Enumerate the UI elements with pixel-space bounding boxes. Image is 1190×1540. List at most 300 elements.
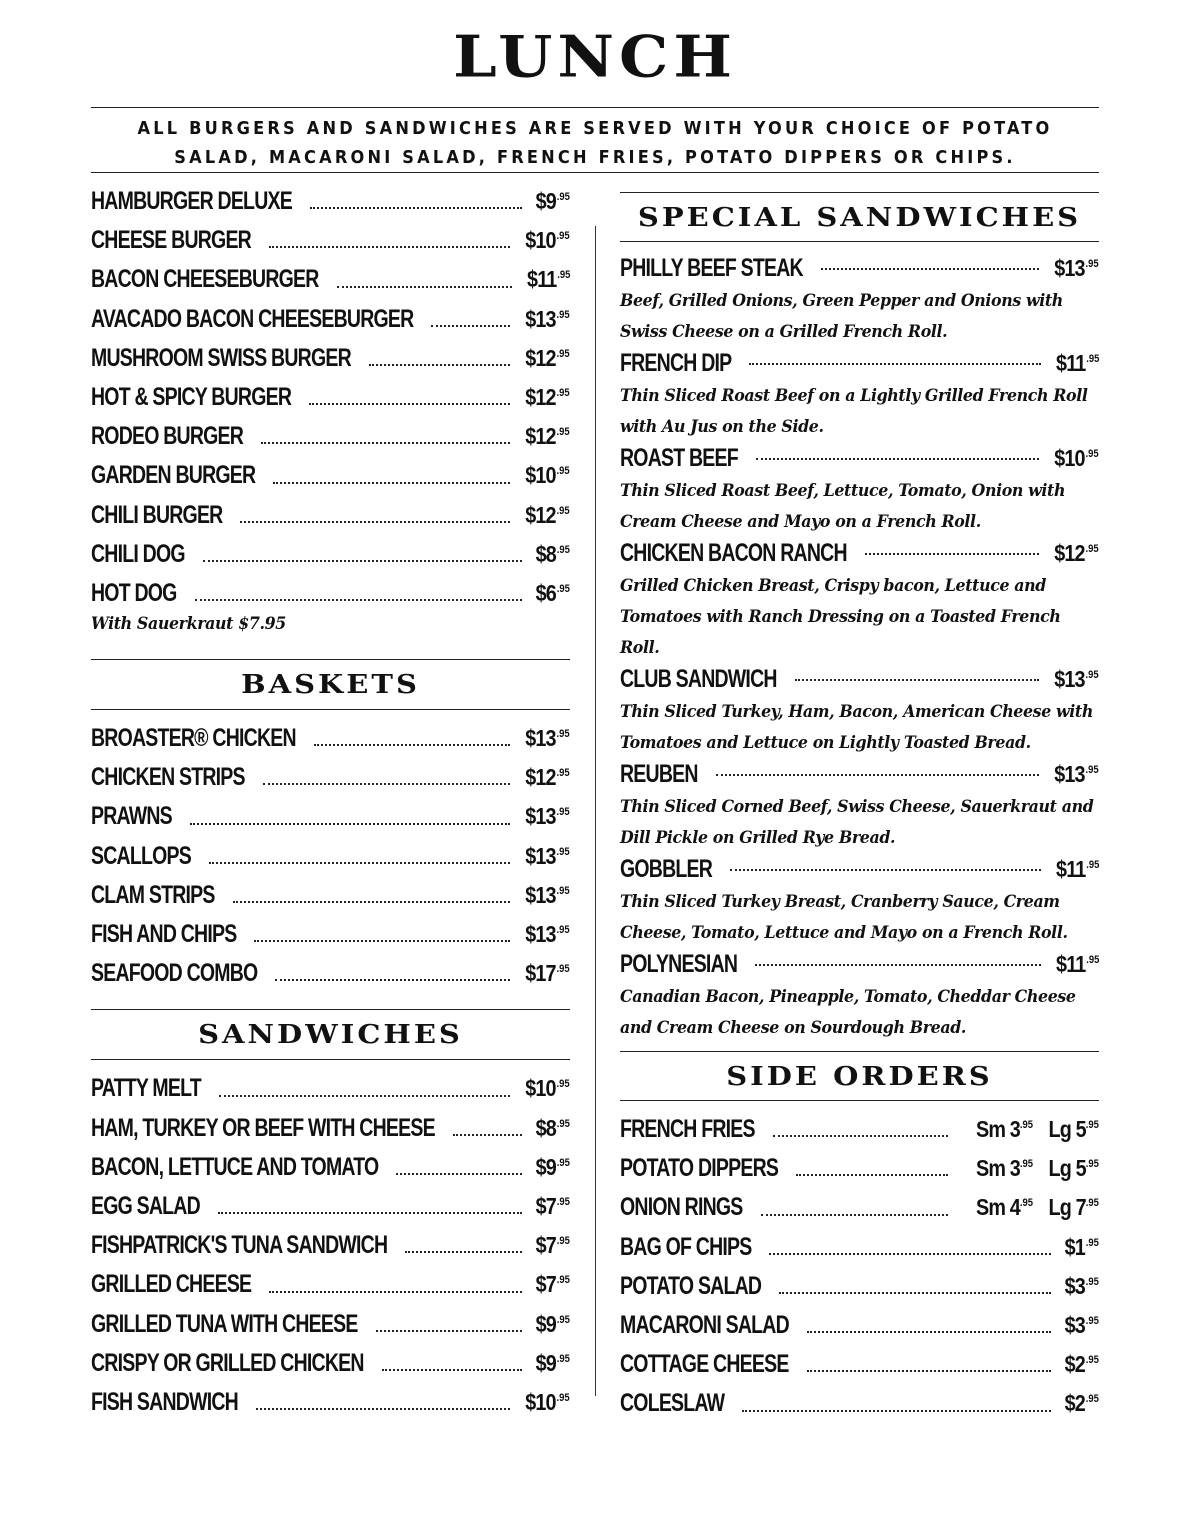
leader-dots — [275, 979, 510, 981]
side-item — [620, 1389, 1099, 1428]
item-name: POTATO DIPPERS — [620, 1154, 779, 1183]
intro-text: ALL BURGERS AND SANDWICHES ARE SERVED WITH YOUR CHOICE OF POTATO SALAD, MACARONI SALAD, FRENCH FRIES, POTATO DIPPERS OR CHIPS. — [137, 118, 1053, 168]
item-name-wrap — [91, 383, 309, 412]
price-cents: .95 — [1019, 1158, 1034, 1171]
leader-dots — [405, 1251, 522, 1253]
item-name: CHICKEN BACON RANCH — [620, 539, 847, 567]
price-cents: .95 — [1019, 1197, 1034, 1210]
item-name-wrap — [620, 1193, 761, 1222]
leader-dots — [730, 869, 1041, 871]
sandwich-item — [91, 1074, 570, 1113]
item-price: $\$10^{.95}$ — [525, 227, 570, 254]
item-price: $\$12^{.95}$ — [1054, 540, 1099, 566]
leader-dots — [755, 964, 1040, 966]
sandwich-item — [91, 1192, 570, 1231]
item-name: HAM, TURKEY OR BEEF WITH CHEESE — [91, 1113, 435, 1142]
item-name-wrap — [620, 950, 755, 979]
item-name: GRILLED TUNA WITH CHEESE — [91, 1309, 358, 1338]
price-cents: .95 — [1019, 1119, 1034, 1131]
price-cents: .95 — [556, 1313, 570, 1326]
leader-dots — [369, 364, 510, 366]
price-cents: .95 — [1085, 669, 1099, 681]
item-price: $\$9^{.95}$ — [535, 188, 570, 214]
sandwiches-title: SANDWICHES — [198, 1019, 463, 1050]
leader-dots — [807, 1331, 1051, 1333]
item-name: BACON, LETTUCE AND TOMATO — [91, 1152, 379, 1181]
item-price: $\$13^{.95}$ — [525, 842, 570, 869]
item-name: AVACADO BACON CHEESEBURGER — [91, 304, 414, 333]
item-price: $\$2^{.95}$ — [1064, 1351, 1099, 1378]
price-cents: .95 — [556, 543, 570, 556]
item-name: PATTY MELT — [91, 1074, 201, 1103]
price-cents: .95 — [556, 504, 570, 517]
item-price: $\$12^{.95}$ — [525, 344, 570, 371]
item-name-wrap — [91, 579, 195, 608]
item-name: CHILI BURGER — [91, 500, 223, 529]
price-cents: .95 — [1085, 1393, 1099, 1406]
item-name-wrap — [91, 1074, 219, 1103]
item-name-wrap — [91, 1231, 405, 1260]
sides-list — [620, 1115, 1099, 1429]
item-description: Roll. — [620, 638, 660, 658]
item-price: $\$13^{.95}$ — [525, 725, 570, 752]
item-name-wrap — [91, 1349, 382, 1378]
price-cents: .95 — [556, 1235, 570, 1248]
item-name: RODEO BURGER — [91, 422, 244, 451]
item-name: SEAFOOD COMBO — [91, 959, 258, 988]
item-name-wrap — [91, 959, 275, 988]
item-name-wrap — [620, 760, 716, 789]
item-name-wrap — [91, 187, 310, 216]
price-cents: .95 — [556, 426, 570, 439]
special-sandwich — [620, 855, 1099, 948]
leader-dots — [190, 823, 510, 825]
special-sandwich — [620, 254, 1099, 347]
sandwiches-rule-bottom — [91, 1059, 570, 1060]
leader-dots — [796, 1174, 948, 1176]
basket-item — [91, 959, 570, 998]
basket-item — [91, 724, 570, 763]
sandwich-item — [91, 1270, 570, 1309]
leader-dots — [337, 286, 512, 288]
sandwich-item — [91, 1388, 570, 1427]
item-name: BROASTER® CHICKEN — [91, 724, 296, 753]
item-name: CHILI DOG — [91, 539, 185, 568]
special-item-row — [620, 665, 1099, 698]
item-name-wrap — [91, 842, 209, 871]
item-price: $\$12^{.95}$ — [525, 764, 570, 791]
basket-item — [91, 842, 570, 881]
large-price: Lg $7^{.95}$ — [1048, 1194, 1099, 1221]
burger-item — [91, 501, 570, 540]
item-name: POTATO SALAD — [620, 1271, 762, 1300]
leader-dots — [795, 679, 1040, 681]
sandwiches-rule-top — [91, 1009, 570, 1010]
item-name-wrap — [620, 349, 749, 378]
item-name-wrap — [91, 501, 240, 530]
item-price: $\$3^{.95}$ — [1064, 1272, 1099, 1299]
item-name: MACARONI SALAD — [620, 1310, 789, 1339]
price-cents: .95 — [1085, 1236, 1099, 1249]
item-name: ROAST BEEF — [620, 444, 738, 472]
item-description: Thin Sliced Turkey, Ham, Bacon, American Cheese with — [620, 702, 1093, 722]
item-name-wrap — [91, 344, 369, 373]
item-name: HOT DOG — [91, 578, 177, 607]
item-price: $\$7^{.95}$ — [535, 1232, 570, 1259]
price-cents: .95 — [1085, 1158, 1099, 1171]
item-price: $\$11^{.95}$ — [1055, 951, 1099, 977]
item-price: $\$9^{.95}$ — [535, 1310, 570, 1337]
leader-dots — [716, 774, 1040, 776]
special-item-row — [620, 349, 1099, 382]
side-item — [620, 1350, 1099, 1389]
leader-dots — [263, 783, 511, 785]
item-price: $\$8^{.95}$ — [535, 1114, 570, 1141]
price-cents: .95 — [556, 884, 570, 897]
left-column — [91, 187, 570, 1427]
item-description: Grilled Chicken Breast, Crispy bacon, Lettuce and — [620, 576, 1046, 596]
leader-dots — [310, 207, 522, 209]
item-description: Cheese, Tomato, Lettuce and Mayo on a French Roll. — [620, 923, 1068, 943]
item-price: $\$13^{.95}$ — [1054, 666, 1099, 692]
item-price: $\$8^{.95}$ — [535, 540, 570, 567]
special-title: SPECIAL SANDWICHES — [637, 201, 1082, 233]
price-cents: .95 — [556, 1352, 570, 1365]
item-name-wrap — [620, 1272, 779, 1301]
leader-dots — [742, 1410, 1051, 1412]
item-description: Thin Sliced Roast Beef, Lettuce, Tomato, Onion with — [620, 481, 1066, 501]
item-price: $\$9^{.95}$ — [535, 1153, 570, 1180]
item-price: $\$9^{.95}$ — [535, 1349, 570, 1376]
item-description: with Au Jus on the Side. — [620, 417, 824, 437]
special-rule-bottom — [620, 241, 1099, 242]
leader-dots — [756, 458, 1039, 460]
leader-dots — [865, 553, 1040, 555]
item-price: $\$12^{.95}$ — [525, 501, 570, 528]
side-item — [620, 1193, 1099, 1232]
item-description: Thin Sliced Corned Beef, Swiss Cheese, Sauerkraut and — [620, 797, 1094, 817]
burger-item — [91, 344, 570, 383]
leader-dots — [269, 1291, 522, 1293]
leader-dots — [769, 1253, 1051, 1255]
item-description: Cream Cheese and Mayo on a French Roll. — [620, 512, 981, 532]
item-name: CHEESE BURGER — [91, 226, 251, 255]
baskets-rule-bottom — [91, 709, 570, 710]
item-price: $\$12^{.95}$ — [525, 383, 570, 410]
page-title: LUNCH — [453, 22, 737, 91]
price-cents: .95 — [556, 269, 570, 282]
item-name: HOT & SPICY BURGER — [91, 382, 292, 411]
price-cents: .95 — [1085, 1197, 1099, 1210]
leader-dots — [431, 325, 510, 327]
item-price: Sm $4^{.95}$ Lg $7^{.95}$ — [976, 1194, 1099, 1221]
item-name: GOBBLER — [620, 855, 713, 883]
price-cents: .95 — [1085, 258, 1099, 270]
price-cents: .95 — [556, 230, 570, 243]
price-cents: .95 — [556, 1156, 570, 1169]
sandwiches-list — [91, 1074, 570, 1427]
item-name-wrap — [91, 422, 261, 451]
item-name-wrap — [620, 855, 730, 884]
item-name: GARDEN BURGER — [91, 461, 256, 490]
price-cents: .95 — [556, 191, 570, 203]
leader-dots — [779, 1292, 1051, 1294]
leader-dots — [240, 521, 510, 523]
leader-dots — [749, 363, 1040, 365]
item-price: $\$11^{.95}$ — [1055, 350, 1099, 376]
item-name: PHILLY BEEF STEAK — [620, 254, 803, 282]
special-sandwich — [620, 444, 1099, 537]
item-name: FRENCH FRIES — [620, 1115, 755, 1143]
item-name: EGG SALAD — [91, 1191, 200, 1220]
item-name-wrap — [91, 724, 314, 753]
item-name: SCALLOPS — [91, 841, 191, 870]
leader-dots — [314, 744, 511, 746]
item-price: $\$13^{.95}$ — [525, 305, 570, 332]
leader-dots — [453, 1134, 522, 1136]
price-cents: .95 — [556, 845, 570, 858]
item-price: Sm $3^{.95}$ Lg $5^{.95}$ — [976, 1116, 1099, 1142]
item-description: Thin Sliced Turkey Breast, Cranberry Sauce, Cream — [620, 892, 1060, 912]
sides-title: SIDE ORDERS — [726, 1060, 993, 1092]
sandwich-item — [91, 1114, 570, 1153]
leader-dots — [821, 268, 1039, 270]
item-name-wrap — [91, 1270, 269, 1299]
item-name: FISH AND CHIPS — [91, 920, 237, 948]
baskets-title: BASKETS — [241, 668, 420, 700]
side-item — [620, 1233, 1099, 1272]
burgers-list — [91, 187, 570, 618]
burger-item — [91, 461, 570, 500]
item-price: $\$11^{.95}$ — [526, 266, 570, 293]
price-cents: .95 — [556, 924, 570, 936]
item-name-wrap — [91, 802, 190, 831]
price-cents: .95 — [556, 386, 570, 399]
special-sandwich — [620, 665, 1099, 758]
item-price: $\$10^{.95}$ — [1054, 445, 1099, 471]
sides-rule-bottom — [620, 1100, 1099, 1101]
item-price: Sm $3^{.95}$ Lg $5^{.95}$ — [976, 1155, 1099, 1182]
special-sandwich — [620, 950, 1099, 1043]
price-cents: .95 — [1085, 1354, 1099, 1367]
item-name-wrap — [620, 1233, 769, 1262]
price-cents: .95 — [556, 1195, 570, 1208]
price-cents: .95 — [556, 308, 570, 321]
item-price: $\$6^{.95}$ — [535, 579, 570, 606]
item-price: $\$2^{.95}$ — [1064, 1390, 1099, 1417]
item-name-wrap — [620, 1154, 796, 1183]
item-price: $\$12^{.95}$ — [525, 423, 570, 450]
item-name: CHICKEN STRIPS — [91, 763, 245, 792]
item-name-wrap — [620, 444, 756, 473]
leader-dots — [209, 862, 510, 864]
special-item-row — [620, 444, 1099, 477]
special-item-row — [620, 950, 1099, 983]
item-name: FRENCH DIP — [620, 349, 732, 377]
item-name: MUSHROOM SWISS BURGER — [91, 343, 351, 372]
hotdog-note: With Sauerkraut $7.95 — [91, 614, 286, 635]
right-column — [620, 192, 1099, 1429]
price-cents: .95 — [556, 1391, 570, 1404]
item-description: Tomatoes and Lettuce on Lightly Toasted Bread. — [620, 733, 1031, 753]
price-cents: .95 — [1085, 543, 1099, 555]
basket-item — [91, 763, 570, 802]
item-price: $\$17^{.95}$ — [525, 960, 570, 987]
price-cents: .95 — [556, 582, 570, 595]
special-sandwich — [620, 349, 1099, 442]
item-description: and Cream Cheese on Sourdough Bread. — [620, 1018, 967, 1038]
burger-item — [91, 540, 570, 579]
leader-dots — [807, 1370, 1052, 1372]
sandwich-item — [91, 1153, 570, 1192]
item-name: CLAM STRIPS — [91, 880, 215, 909]
leader-dots — [269, 246, 510, 248]
item-name-wrap — [620, 1311, 807, 1340]
item-price: $\$13^{.95}$ — [525, 921, 570, 947]
item-price: $\$1^{.95}$ — [1064, 1233, 1099, 1260]
item-description: Thin Sliced Roast Beef on a Lightly Grilled French Roll — [620, 386, 1088, 406]
price-cents: .95 — [1085, 353, 1099, 365]
item-description: Dill Pickle on Grilled Rye Bread. — [620, 828, 896, 848]
item-name: BACON CHEESEBURGER — [91, 265, 319, 294]
burger-item — [91, 226, 570, 265]
leader-dots — [773, 1135, 948, 1137]
price-cents: .95 — [1085, 954, 1099, 966]
price-cents: .95 — [556, 1078, 570, 1091]
item-price: $\$13^{.95}$ — [525, 881, 570, 908]
leader-dots — [203, 560, 522, 562]
burger-item — [91, 187, 570, 226]
burger-item — [91, 383, 570, 422]
item-price: $\$13^{.95}$ — [525, 803, 570, 830]
special-list — [620, 254, 1099, 1043]
price-cents: .95 — [1085, 764, 1099, 776]
special-sandwich — [620, 760, 1099, 853]
price-cents: .95 — [1085, 1119, 1099, 1131]
leader-dots — [376, 1330, 523, 1332]
item-name-wrap — [91, 226, 269, 255]
item-name-wrap — [91, 1310, 376, 1339]
sandwich-item — [91, 1310, 570, 1349]
item-price: $\$7^{.95}$ — [535, 1192, 570, 1219]
baskets-list — [91, 724, 570, 998]
item-price: $\$10^{.95}$ — [525, 1388, 570, 1415]
item-price: $\$13^{.95}$ — [1054, 761, 1099, 787]
price-cents: .95 — [556, 963, 570, 976]
price-cents: .95 — [556, 1117, 570, 1130]
item-description: Beef, Grilled Onions, Green Pepper and Onions with — [620, 291, 1063, 311]
item-price: $\$11^{.95}$ — [1055, 856, 1099, 882]
item-name: HAMBURGER DELUXE — [91, 187, 292, 215]
price-cents: .95 — [556, 767, 570, 780]
item-name: GRILLED CHEESE — [91, 1270, 252, 1299]
item-name-wrap — [91, 881, 233, 910]
column-divider — [595, 226, 596, 1396]
leader-dots — [761, 1214, 949, 1216]
leader-dots — [219, 1095, 510, 1097]
special-rule-top — [620, 192, 1099, 193]
item-name-wrap — [620, 1389, 742, 1418]
item-name-wrap — [91, 265, 337, 294]
leader-dots — [396, 1173, 522, 1175]
leader-dots — [273, 482, 510, 484]
burger-item — [91, 305, 570, 344]
special-item-row — [620, 760, 1099, 793]
item-name-wrap — [620, 1350, 807, 1379]
item-price: $\$13^{.95}$ — [1054, 255, 1099, 281]
item-name: FISH SANDWICH — [91, 1387, 238, 1416]
side-item — [620, 1272, 1099, 1311]
item-name-wrap — [91, 763, 263, 792]
price-cents: .95 — [1085, 448, 1099, 460]
item-price: $\$3^{.95}$ — [1064, 1311, 1099, 1338]
item-name: POLYNESIAN — [620, 950, 738, 978]
burger-item — [91, 265, 570, 304]
leader-dots — [256, 1408, 510, 1410]
item-name: COTTAGE CHEESE — [620, 1350, 789, 1379]
burger-item — [91, 422, 570, 461]
price-cents: .95 — [556, 1274, 570, 1287]
item-name-wrap — [91, 1192, 218, 1221]
item-name-wrap — [91, 1153, 396, 1182]
item-price: $\$10^{.95}$ — [525, 462, 570, 489]
item-price: $\$7^{.95}$ — [535, 1271, 570, 1298]
large-price: Lg $5^{.95}$ — [1048, 1116, 1099, 1142]
item-name: REUBEN — [620, 760, 698, 788]
price-cents: .95 — [1085, 859, 1099, 871]
side-item — [620, 1154, 1099, 1193]
special-item-row — [620, 539, 1099, 572]
item-name: BAG OF CHIPS — [620, 1232, 752, 1261]
item-name: ONION RINGS — [620, 1193, 743, 1222]
leader-dots — [218, 1212, 522, 1214]
item-name-wrap — [91, 920, 254, 949]
price-cents: .95 — [1085, 1275, 1099, 1288]
special-item-row — [620, 254, 1099, 287]
item-price: $\$10^{.95}$ — [525, 1075, 570, 1102]
item-description: Tomatoes with Ranch Dressing on a Toasted French — [620, 607, 1061, 627]
sides-rule-top — [620, 1051, 1099, 1052]
leader-dots — [254, 940, 510, 942]
leader-dots — [195, 599, 523, 601]
item-name-wrap — [91, 540, 203, 569]
item-description: Canadian Bacon, Pineapple, Tomato, Cheddar Cheese — [620, 987, 1076, 1007]
price-cents: .95 — [556, 465, 570, 478]
item-name-wrap — [91, 305, 431, 334]
side-item — [620, 1115, 1099, 1154]
header-rule-top — [91, 107, 1099, 108]
leader-dots — [309, 403, 510, 405]
leader-dots — [233, 901, 511, 903]
baskets-rule-top — [91, 659, 570, 660]
sandwich-item — [91, 1349, 570, 1388]
item-name-wrap — [620, 1115, 773, 1144]
leader-dots — [382, 1369, 522, 1371]
side-item — [620, 1311, 1099, 1350]
item-name: COLESLAW — [620, 1389, 725, 1418]
leader-dots — [261, 442, 510, 444]
price-cents: .95 — [556, 728, 570, 741]
item-name: CLUB SANDWICH — [620, 665, 777, 693]
large-price: Lg $5^{.95}$ — [1048, 1155, 1099, 1182]
item-name-wrap — [620, 539, 865, 568]
item-name-wrap — [91, 1114, 453, 1143]
special-item-row — [620, 855, 1099, 888]
item-name: CRISPY OR GRILLED CHICKEN — [91, 1348, 364, 1377]
price-cents: .95 — [556, 347, 570, 360]
header-rule-bottom — [91, 172, 1099, 173]
item-name: PRAWNS — [91, 802, 172, 831]
